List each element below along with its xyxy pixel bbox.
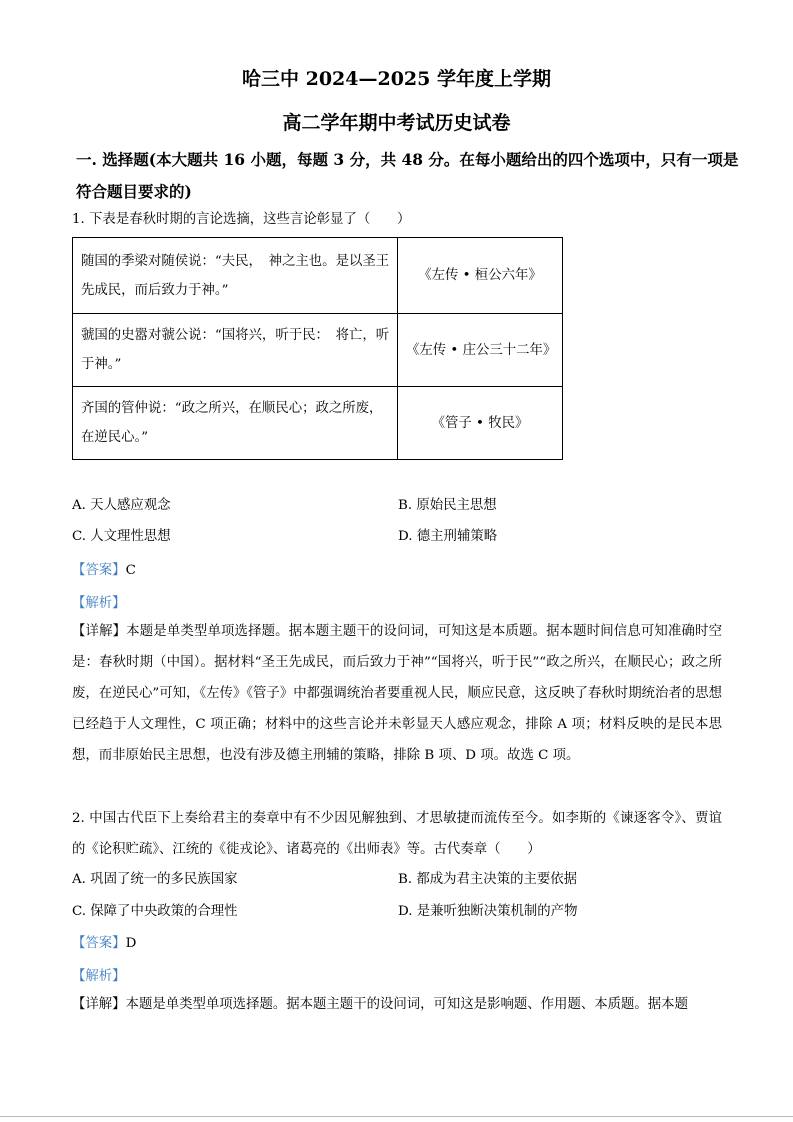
answer-value: C	[125, 563, 136, 578]
exam-title-line2: 高二学年期中考试历史试卷	[282, 112, 511, 134]
source-cell: 《左传 • 庄公三十二年》	[398, 314, 563, 387]
q1-option-a: A. 天人感应观念	[72, 498, 171, 513]
q1-analysis-tag: 【解析】	[72, 596, 126, 611]
page-bottom-rule	[0, 1116, 793, 1117]
q2-option-c: C. 保障了中央政策的合理性	[72, 904, 238, 919]
q2-option-d: D. 是兼听独断决策机制的产物	[398, 904, 578, 919]
q1-detail: 【详解】本题是单类型单项选择题。据本题主题干的设问词，可知这是本质题。据本题时间信息可知准确时空是：春秋时期（中国）。据材料“圣王先成民，而后致力于神”“国将兴，听于民”“政之所兴，在顺民心；政之所废，在逆民心”可知，《左传》《管子》中都强调统治者要重视人民，顺应民意，这反映了春秋时期统治者的思想已经趋于人文理性，C 项正确；材料中的这些言论并未彰显天人感应观念，排除 A 项；材料反映的是民本思想，而非原始民主思想，也没有涉及德主刑辅的策略，排除 B 项、D 项。故选 C 项。	[72, 624, 722, 763]
quote-cell: 齐国的管仲说：“政之所兴，在顺民心；政之所废，在逆民心。”	[73, 387, 398, 460]
q2-analysis-tag: 【解析】	[72, 969, 126, 984]
source-cell: 《左传 • 桓公六年》	[398, 238, 563, 314]
source-cell: 《管子 • 牧民》	[398, 387, 563, 460]
answer-tag: 【答案】	[72, 936, 126, 951]
answer-value: D	[125, 936, 137, 951]
answer-tag: 【答案】	[72, 563, 126, 578]
exam-title-line1: 哈三中 2024—2025 学年度上学期	[242, 68, 551, 90]
quote-cell: 随国的季梁对随侯说：“夫民， 神之主也。是以圣王先成民，而后致力于神。”	[73, 238, 398, 314]
q2-option-b: B. 都成为君主决策的主要依据	[398, 872, 578, 887]
q2-option-a: A. 巩固了统一的多民族国家	[72, 872, 238, 887]
q2-answer	[72, 935, 136, 953]
q1-option-b: B. 原始民主思想	[398, 498, 497, 513]
q2-stem: 2. 中国古代臣下上奏给君主的奏章中有不少因见解独到、才思敏捷而流传至今。如李斯的《谏逐客令》、贾谊的《论积贮疏》、江统的《徙戎论》、诸葛亮的《出师表》等。古代奏章（ ）	[72, 811, 722, 857]
q1-option-c: C. 人文理性思想	[72, 529, 171, 544]
quote-cell: 虢国的史嚣对虢公说：“国将兴，听于民： 将亡，听于神。”	[73, 314, 398, 387]
q1-quote-table	[72, 237, 563, 460]
table-row	[73, 387, 563, 460]
table-row	[73, 314, 563, 387]
table-row	[73, 238, 563, 314]
q1-answer	[72, 562, 136, 580]
q1-stem: 1. 下表是春秋时期的言论选摘，这些言论彰显了（ ）	[72, 212, 411, 227]
section-heading-line1: 一. 选择题(本大题共 16 小题，每题 3 分，共 48 分。在每小题给出的四个选项中，只有一项是	[76, 150, 739, 169]
q1-option-d: D. 德主刑辅策略	[398, 529, 498, 544]
section-heading-line2: 符合题目要求的)	[76, 182, 192, 201]
q2-detail: 【详解】本题是单类型单项选择题。据本题主题干的设问词，可知这是影响题、作用题、本质题。据本题	[72, 997, 688, 1012]
